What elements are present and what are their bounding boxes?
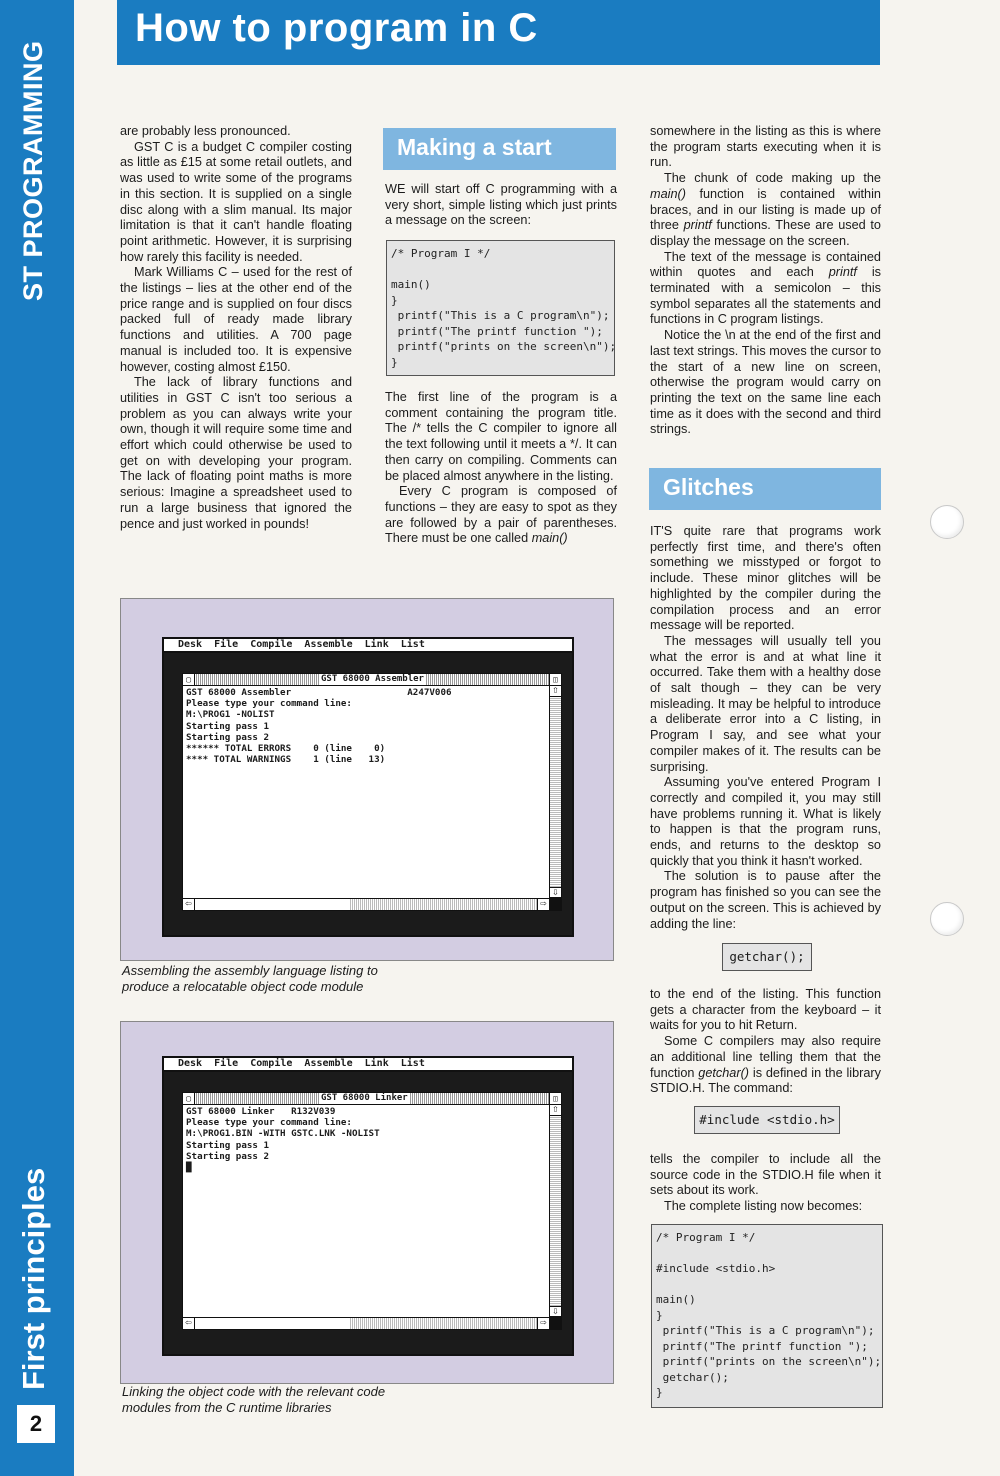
- text-run: is defined in the library STDIO.H. The command:: [650, 1065, 881, 1096]
- linker-screenshot: [120, 1021, 614, 1384]
- page-title: How to program in C: [135, 6, 538, 50]
- function-name: main(): [650, 186, 686, 201]
- function-name: printf: [828, 265, 857, 280]
- scroll-left-icon: ⇦: [183, 1318, 195, 1329]
- column-2: [385, 390, 617, 547]
- scroll-up-icon: ⇧: [550, 1105, 561, 1116]
- assembler-screenshot: [120, 598, 614, 961]
- size-box-icon: [549, 898, 561, 910]
- paragraph: are probably less pronounced.: [120, 124, 291, 138]
- paragraph: The solution is to pause after the program has finished so you can see the output on the screen. This is achieved by adding the line:: [650, 869, 881, 931]
- horizontal-scrollbar: [183, 1317, 549, 1329]
- sidebar: [0, 0, 74, 1476]
- column-1: [120, 124, 352, 532]
- function-name: getchar(): [698, 1065, 750, 1080]
- desktop-area: [164, 1072, 572, 1356]
- paragraph: to the end of the listing. This function gets a character from the keyboard – it waits for you to hit Return.: [650, 987, 881, 1033]
- glitches-heading: Glitches: [649, 468, 881, 510]
- scroll-left-icon: ⇦: [183, 899, 195, 910]
- series-title: First principles: [16, 1167, 51, 1390]
- getchar-code: getchar();: [722, 943, 812, 971]
- horizontal-scrollbar: [183, 898, 549, 910]
- scroll-thumb: [195, 899, 350, 910]
- sidebar-section-label: [0, 36, 74, 306]
- text-run: is terminated with a semicolon – this symbol separates all the statements and functions in C program listings.: [650, 265, 882, 327]
- program-listing-1: /* Program I */ main() } printf("This is a C program\n"); printf("The printf function "); printf("prints on the screen\n"); }: [386, 240, 615, 376]
- binder-hole: [930, 902, 964, 936]
- glitches-text-2: [650, 987, 881, 1097]
- text-run: functions. These are used to display the message on the screen.: [650, 218, 881, 248]
- assembler-caption: Assembling the assembly language listing to produce a relocatable object code module: [122, 963, 378, 994]
- include-code: #include <stdio.h>: [694, 1106, 840, 1134]
- close-box-icon: ▢: [183, 1093, 195, 1104]
- window-title: GST 68000 Linker: [321, 1093, 408, 1103]
- text-run: Some C compilers may also require an additional line telling them that the function: [650, 1034, 881, 1080]
- st-desktop: [162, 637, 574, 937]
- st-desktop: [162, 1056, 574, 1356]
- window-title: GST 68000 Assembler: [321, 674, 424, 684]
- linker-caption: Linking the object code with the relevant code modules from the C runtime libraries: [122, 1384, 386, 1415]
- function-name: printf: [683, 218, 712, 233]
- paragraph: [650, 250, 881, 329]
- full-box-icon: ◫: [549, 674, 561, 685]
- program-listing-2: /* Program I */ #include <stdio.h> main() } printf("This is a C program\n"); printf("The printf function "); printf("prints on the screen\n"); getchar(); }: [651, 1224, 883, 1408]
- paragraph: Assuming you've entered Program I correctly and compiled it, you may still have problems running it. What is likely to happen is that the program runs, ends, and returns to the desktop so quickly that you think it hasn't worked.: [650, 775, 881, 868]
- terminal-output: GST 68000 Linker R132V039 Please type your command line: M:\PROG1.BIN -WITH GSTC.LNK -NOLIST Starting pass 1 Starting pass 2 █: [186, 1106, 380, 1174]
- linker-window: [182, 1092, 562, 1330]
- window-title-bar: [183, 674, 561, 686]
- binder-hole: [930, 505, 964, 539]
- paragraph: [650, 171, 881, 250]
- glitches-text-3: [650, 1152, 881, 1215]
- text-run: Every C program is composed of functions – they are easy to spot as they are followed by a pair of parentheses. There must be one called: [385, 484, 617, 546]
- paragraph: Mark Williams C – used for the rest of the listings – lies at the other end of the price range and is supplied on four discs packed full of ready made library functions and utilities. A 700 page manual is included too. It is expensive however, costing almost £150.: [120, 265, 352, 374]
- page-number: 2: [17, 1405, 55, 1443]
- menu-bar: Desk File Compile Assemble Link List: [164, 1058, 572, 1072]
- vertical-scrollbar: [549, 686, 561, 898]
- assembler-window: [182, 673, 562, 911]
- making-a-start-heading: Making a start: [383, 128, 616, 170]
- paragraph: somewhere in the listing as this is where the program starts executing when it is run.: [650, 124, 881, 170]
- title-banner: [117, 0, 880, 65]
- paragraph: The first line of the program is a comment containing the program title. The /* tells the C compiler to ignore all the text following until it meets a */. It can then carry on compiling. Comments can be placed almost anywhere in the listing.: [385, 390, 617, 483]
- paragraph: The messages will usually tell you what the error is and at what line it occurred. Take them with a healthy dose of salt though – they can be very misleading. It may be helpful to introduce a deliberate error into a C listing, in Program I say, and see what your compiler makes of it. The results can be surprising.: [650, 633, 881, 774]
- making-a-start-intro: [385, 182, 617, 229]
- terminal-output: GST 68000 Assembler A247V006 Please type your command line: M:\PROG1 -NOLIST Starting pass 1 Starting pass 2 ****** TOTAL ERRORS 0 (line 0) **** TOTAL WARNINGS 1 (line 13): [186, 687, 452, 766]
- scroll-thumb: [195, 1318, 350, 1329]
- text-run: The text of the message is contained within quotes and each: [650, 249, 881, 280]
- vertical-scrollbar: [549, 1105, 561, 1317]
- text-run: The chunk of code making up the: [664, 171, 881, 186]
- paragraph: [650, 1034, 881, 1097]
- paragraph: Notice the \n at the end of the first and last text strings. This moves the cursor to the start of a new line on screen, otherwise the program would carry on printing the text on the same line each time as it does with the second and third strings.: [650, 328, 881, 437]
- scroll-down-icon: ⇩: [550, 1306, 561, 1317]
- paragraph: tells the compiler to include all the source code in the STDIO.H file when it sets about its work.: [650, 1152, 881, 1198]
- paragraph: IT'S quite rare that programs work perfectly first time, and there's often something we misstyped or forgot to include. These minor glitches will be highlighted by the compiler during the compilation process and an error message will be reported.: [650, 524, 881, 633]
- size-box-icon: [549, 1317, 561, 1329]
- paragraph: GST C is a budget C compiler costing as little as £15 at some retail outlets, and was used to write some of the programs in this section. It is supplied on a single disc along with a slim manual. Its major limitation is that it can't handle floating point arithmetic. However, it is surprising how rarely this facility is needed.: [120, 139, 352, 264]
- scroll-right-icon: ⇨: [537, 899, 549, 910]
- paragraph: The complete listing now becomes:: [664, 1199, 863, 1214]
- text-run: function is contained within braces, and in our listing is made up of three: [650, 186, 881, 233]
- window-title-bar: [183, 1093, 561, 1105]
- glitches-text: [650, 524, 881, 932]
- desktop-area: [164, 653, 572, 937]
- menu-bar: Desk File Compile Assemble Link List: [164, 639, 572, 653]
- paragraph: WE will start off C programming with a very short, simple listing which just prints a message on the screen:: [385, 182, 617, 228]
- column-3: [650, 124, 881, 438]
- full-box-icon: ◫: [549, 1093, 561, 1104]
- scroll-right-icon: ⇨: [537, 1318, 549, 1329]
- scroll-up-icon: ⇧: [550, 686, 561, 697]
- paragraph: The lack of library functions and utilities in GST C isn't too serious a problem as you can always write your own, though it will require some time and effort which could otherwise be used to get on with developing your program. The lack of floating point maths is more serious: Imagine a spreadsheet used to run a large business that ignored the pence and just worked in pounds!: [120, 375, 352, 531]
- scroll-down-icon: ⇩: [550, 887, 561, 898]
- close-box-icon: ▢: [183, 674, 195, 685]
- function-name: main(): [531, 531, 568, 546]
- paragraph: [385, 484, 617, 547]
- section-title: ST PROGRAMMING: [18, 40, 48, 301]
